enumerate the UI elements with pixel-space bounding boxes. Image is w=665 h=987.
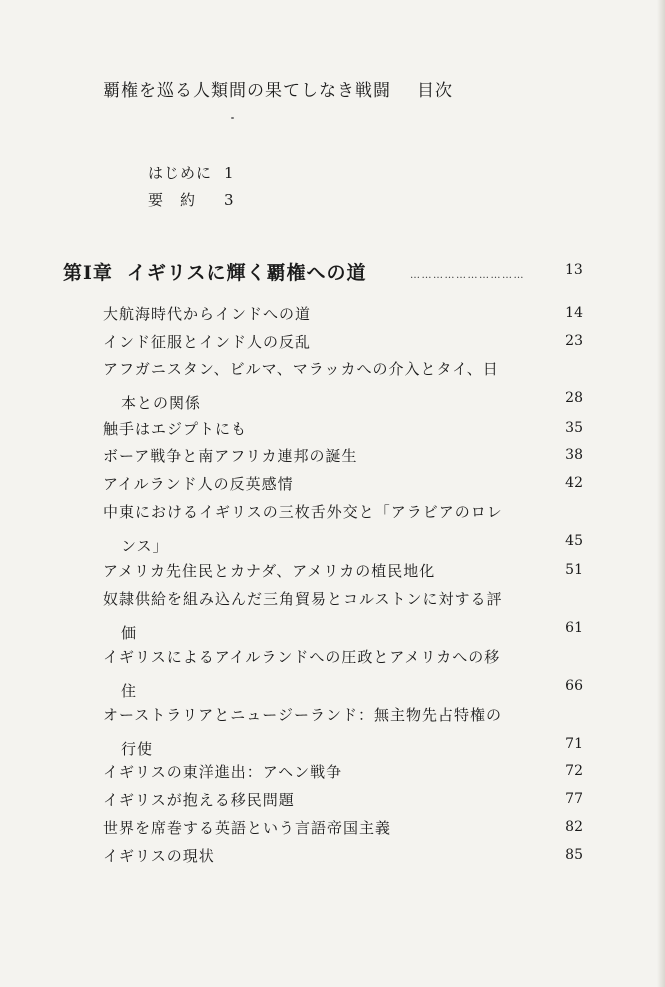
toc-entry[interactable] [103,501,583,556]
entry-title: 中東におけるイギリスの三枚舌外交と「アラビアのロレ [103,503,503,521]
toc-entry[interactable] [103,817,583,838]
entry-page: 71 [565,736,583,752]
front-matter-page: 3 [224,191,235,209]
entry-page: 77 [565,791,583,807]
toc-entry[interactable] [103,358,583,413]
entry-page: 45 [565,533,583,549]
toc-entry[interactable] [103,418,583,439]
entry-title: アイルランド人の反英感情 [103,475,294,493]
entry-title: ボーア戦争と南アフリカ連邦の誕生 [103,447,358,465]
toc-entry[interactable] [103,789,583,810]
entry-title: アメリカ先住民とカナダ、アメリカの植民地化 [103,562,436,580]
entry-title-continued: 価 [121,624,138,642]
entry-page: 82 [565,819,583,835]
entry-page: 61 [565,620,583,636]
front-matter-item[interactable] [148,189,235,210]
toc-entry[interactable] [103,704,583,759]
entry-page: 28 [565,390,583,406]
entry-page: 42 [565,475,583,491]
toc-entry[interactable] [103,331,583,352]
entry-page: 85 [565,847,583,863]
chapter-title: イギリスに輝く覇権への道 [126,262,367,284]
toc-entry[interactable] [103,588,583,643]
toc-entry[interactable] [103,761,583,782]
toc-entry[interactable] [103,845,583,866]
entry-title: イギリスの東洋進出：アヘン戦争 [103,763,343,781]
entry-title: イギリスが抱える移民問題 [103,791,295,809]
entry-title: イギリスによるアイルランドへの圧政とアメリカへの移 [103,648,501,666]
entry-title: インド征服とインド人の反乱 [103,333,312,351]
entry-title: イギリスの現状 [103,847,215,865]
entry-title-continued: 行使 [121,740,154,758]
toc-entry[interactable] [103,445,583,466]
entry-page: 66 [565,678,583,694]
entry-page: 35 [565,420,583,436]
front-matter-label: 要 約 [148,191,197,209]
entry-title: オーストラリアとニュージーランド：無主物先占特権の [103,706,502,724]
entry-title: 触手はエジプトにも [103,420,248,438]
front-matter-item[interactable] [148,162,235,183]
toc-entry[interactable] [103,303,583,324]
toc-entry[interactable] [103,560,583,581]
entry-page: 38 [565,447,583,463]
entry-title: アフガニスタン、ビルマ、マラッカへの介入とタイ、日 [103,360,499,378]
book-title: 覇権を巡る人類間の果てしなき戦闘 [103,81,391,101]
entry-title-continued: ンス」 [121,537,169,555]
chapter-heading[interactable] [63,258,583,285]
ink-speck [231,117,234,119]
entry-title-continued: 住 [121,682,138,700]
toc-entry[interactable] [103,473,583,494]
entry-page: 23 [565,333,583,349]
page-edge-shadow [657,0,665,987]
entry-page: 14 [565,305,583,321]
entry-title: 大航海時代からインドへの道 [103,305,312,323]
entry-title: 世界を席巻する英語という言語帝国主義 [103,819,392,837]
toc-label: 目次 [417,81,453,101]
entry-title-continued: 本との関係 [121,394,202,412]
toc-heading [103,76,453,101]
front-matter-page: 1 [224,164,235,182]
toc-entry[interactable] [103,646,583,701]
dot-leader: ………………………… [410,270,525,281]
entry-title: 奴隷供給を組み込んだ三角貿易とコルストンに対する評 [103,590,503,608]
chapter-label: 第Ⅰ章 [63,262,113,284]
chapter-page: 13 [565,262,583,278]
entry-page: 51 [565,562,583,578]
entry-page: 72 [565,763,583,779]
front-matter-label: はじめに [148,164,213,182]
